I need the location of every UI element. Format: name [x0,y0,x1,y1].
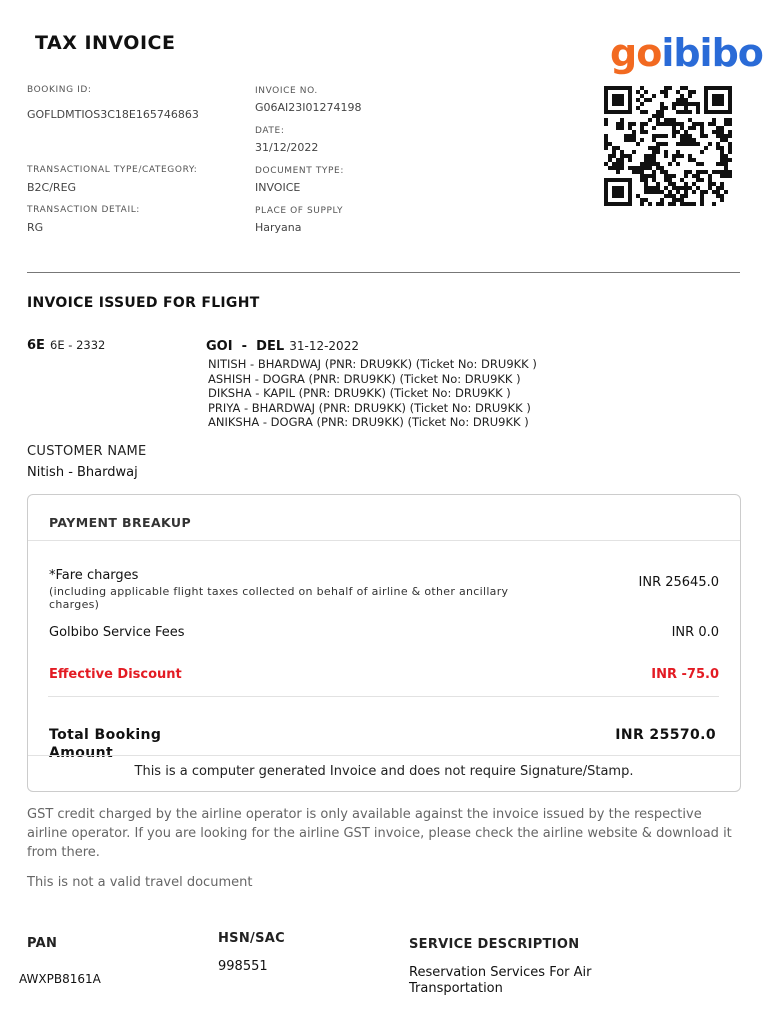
total-value: INR 25570.0 [615,727,716,743]
doc-type-label: DOCUMENT TYPE: [255,166,344,176]
route-dash: - [241,339,248,354]
txn-detail-value: RG [27,221,44,234]
flight-number: 6E - 2332 [50,338,106,352]
doc-type-value: INVOICE [255,181,301,194]
card-divider [28,540,740,541]
logo-go: go [610,31,662,75]
passenger-list [208,357,537,430]
service-fee-label: Golbibo Service Fees [49,625,185,640]
card-divider [48,696,719,697]
customer-name-value: Nitish - Bhardwaj [27,465,138,480]
goibibo-logo [610,31,763,75]
fare-label: *Fare charges [49,568,139,583]
txn-type-label: TRANSACTIONAL TYPE/CATEGORY: [27,165,198,175]
hsn-value: 998551 [218,959,268,974]
invoice-no-label: INVOICE NO. [255,86,318,96]
discount-label: Effective Discount [49,667,182,682]
computer-generated-note: This is a computer generated Invoice and does not require Signature/Stamp. [134,764,634,779]
passenger-item: NITISH - BHARDWAJ (PNR: DRU9KK) (Ticket No: DRU9KK ) [208,357,537,371]
flight-heading: INVOICE ISSUED FOR FLIGHT [27,295,260,311]
hsn-label: HSN/SAC [218,931,285,946]
page-title: TAX INVOICE [35,32,176,54]
discount-value: INR -75.0 [651,667,719,682]
service-description-value: Reservation Services For Air Transportation [409,965,592,996]
booking-id-label: BOOKING ID: [27,85,92,95]
passenger-item: DIKSHA - KAPIL (PNR: DRU9KK) (Ticket No: DRU9KK ) [208,386,511,400]
not-valid-note: This is not a valid travel document [27,875,253,890]
total-label: Total Booking Amount [49,727,162,761]
date-label: DATE: [255,126,285,136]
service-fee-value: INR 0.0 [671,625,719,640]
route [206,335,359,354]
passenger-item: ANIKSHA - DOGRA (PNR: DRU9KK) (Ticket No: DRU9KK ) [208,415,529,429]
airline-code: 6E [27,338,45,353]
pan-label: PAN [27,936,58,951]
logo-ibibo: ibibo [661,31,763,75]
pan-value: AWXPB8161A [19,972,101,986]
booking-id-value: GOFLDMTIOS3C18E165746863 [27,108,199,121]
txn-type-value: B2C/REG [27,181,77,194]
divider [27,272,740,273]
service-description-label: SERVICE DESCRIPTION [409,937,580,952]
place-value: Haryana [255,221,302,234]
place-label: PLACE OF SUPPLY [255,206,344,216]
customer-name-label: CUSTOMER NAME [27,444,147,459]
flight-code [27,334,105,353]
route-to: DEL [256,339,285,354]
route-from: GOI [206,339,233,354]
date-value: 31/12/2022 [255,141,319,154]
payment-breakup-heading: PAYMENT BREAKUP [49,515,192,530]
passenger-item: PRIYA - BHARDWAJ (PNR: DRU9KK) (Ticket No: DRU9KK ) [208,400,531,415]
gst-note: GST credit charged by the airline operator is only available against the invoice issued by the respective airline operator. If you are looking for the airline GST invoice, please check the airline website & download it from there. [27,807,732,860]
card-divider [28,755,740,756]
flight-date: 31-12-2022 [289,339,359,353]
txn-detail-label: TRANSACTION DETAIL: [27,205,140,215]
qr-code [604,86,732,206]
passenger-item: ASHISH - DOGRA (PNR: DRU9KK) (Ticket No: DRU9KK ) [208,371,521,386]
invoice-no-value: G06AI23I01274198 [255,101,362,114]
fare-value: INR 25645.0 [638,575,719,590]
fare-note: (including applicable flight taxes collected on behalf of airline & other ancillary charges) [49,585,509,611]
